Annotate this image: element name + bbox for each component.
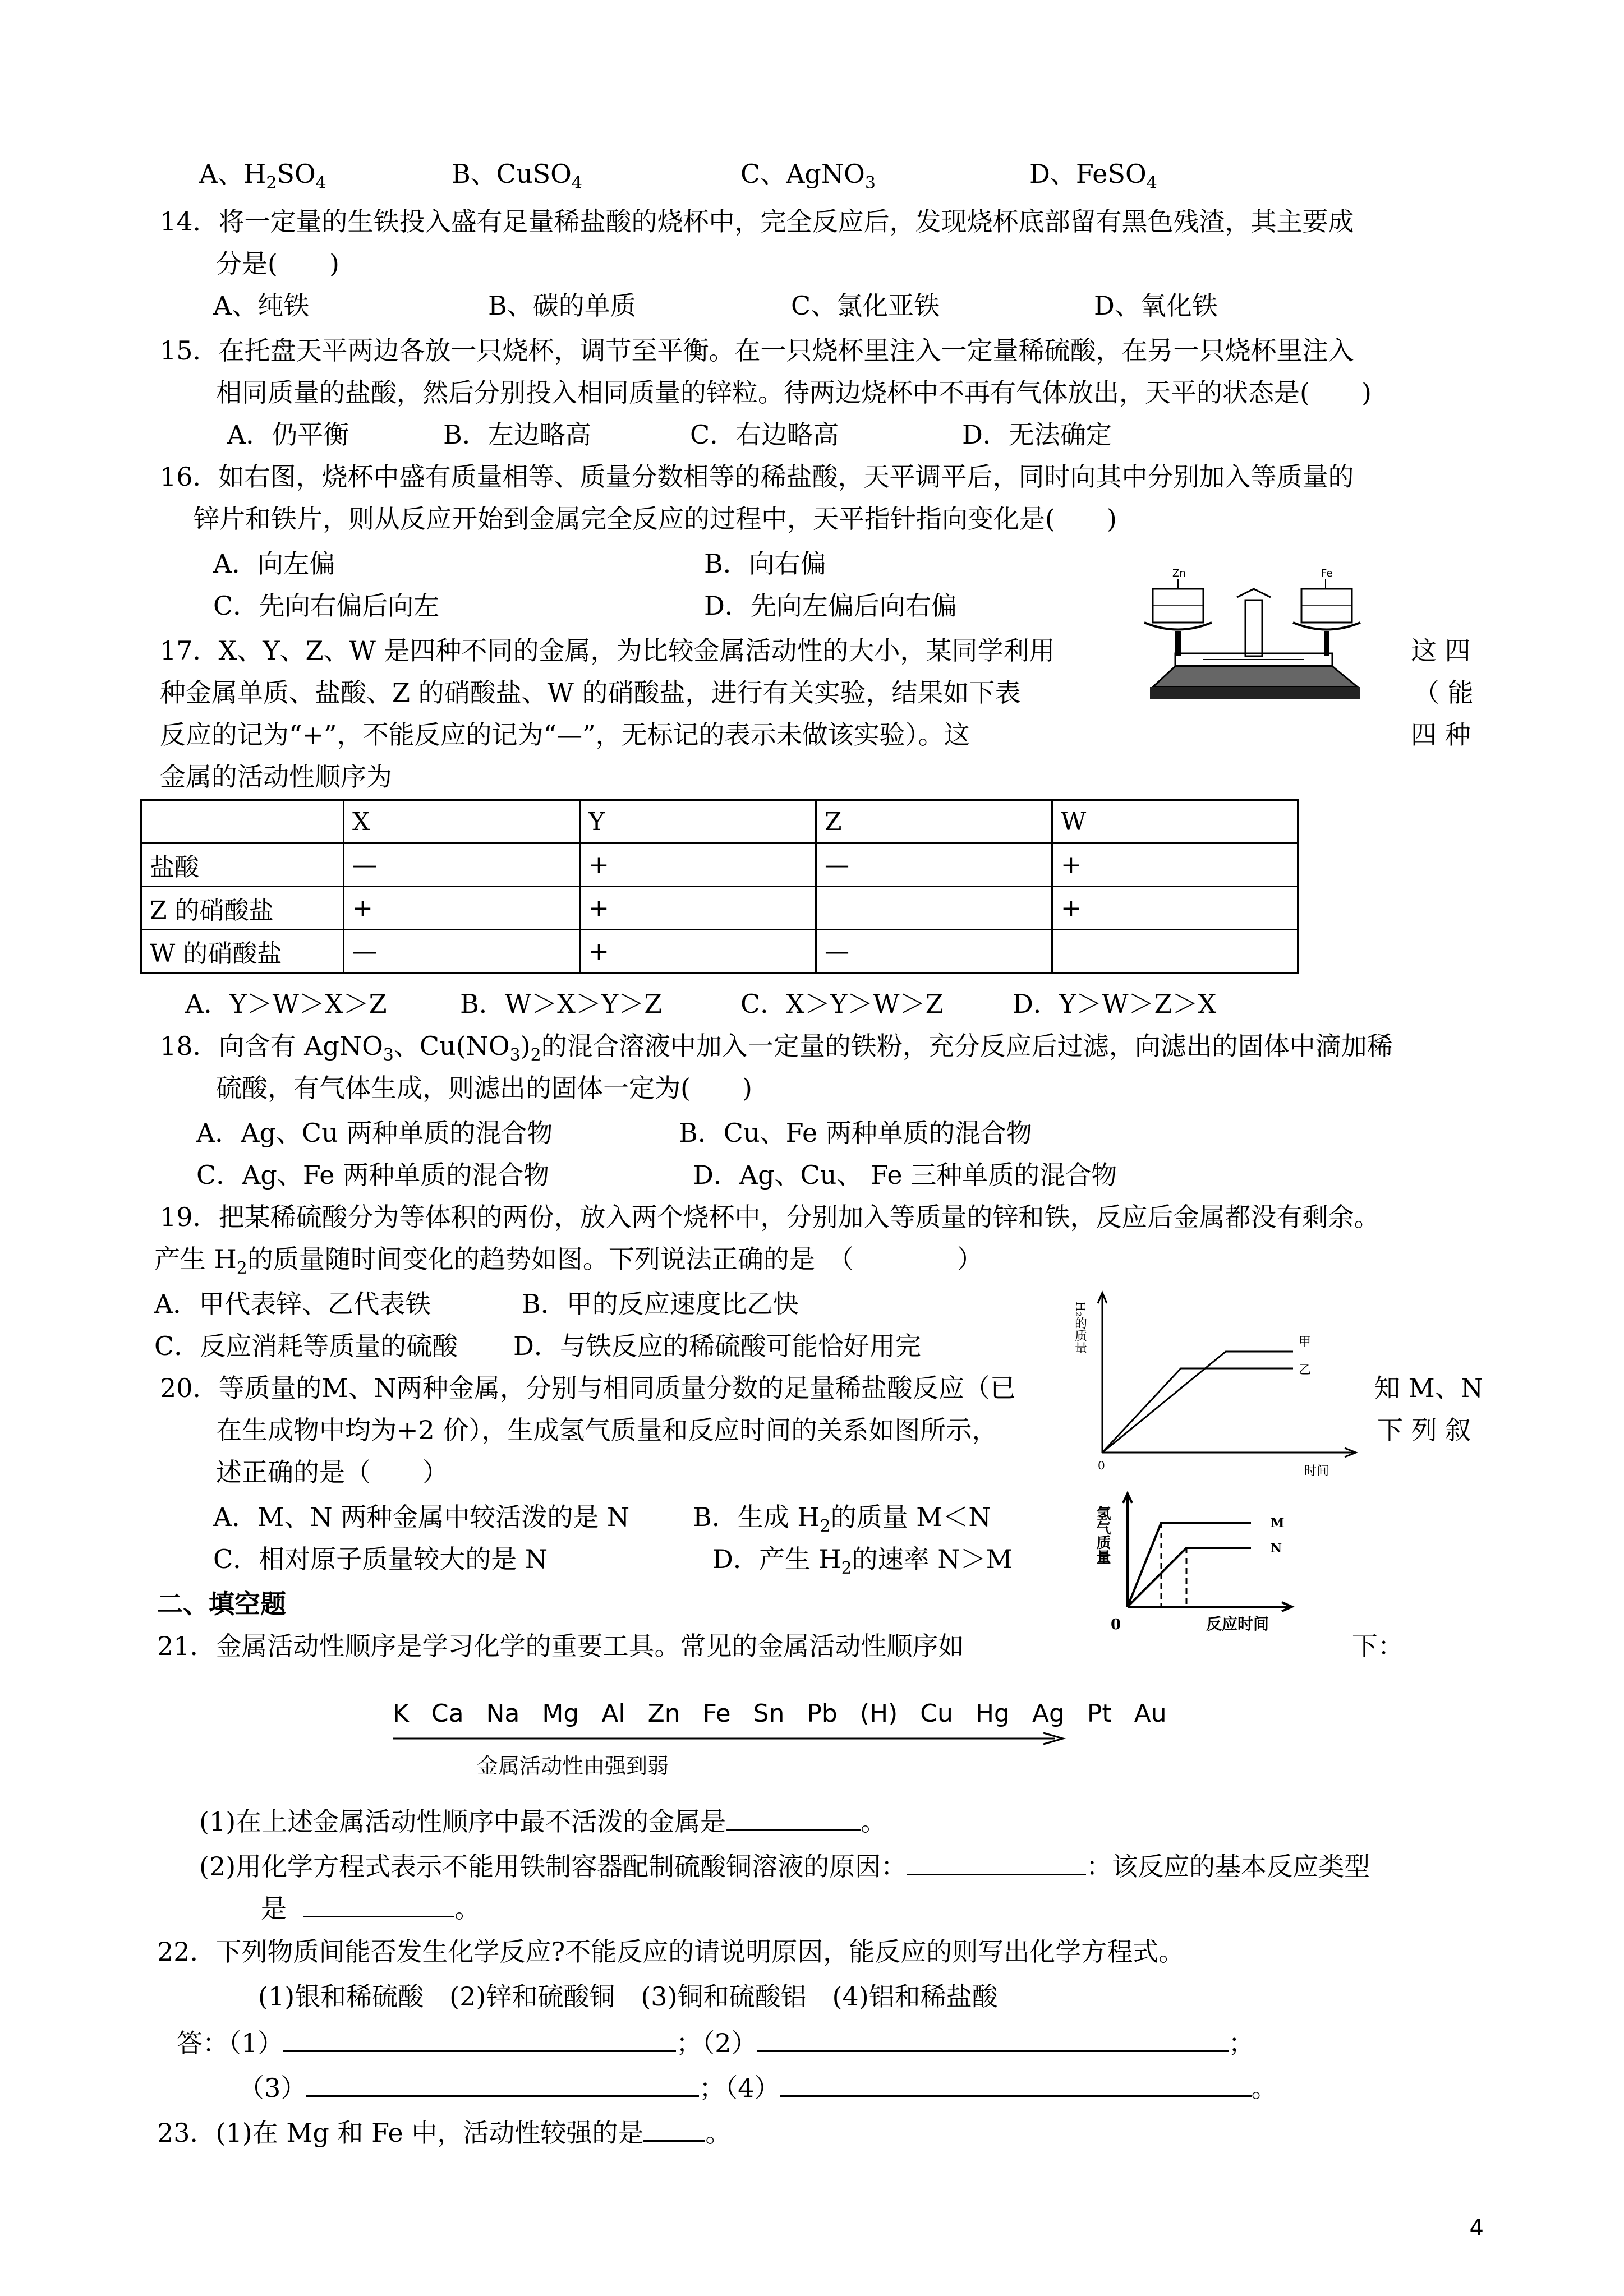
balance-fe-label: Fe — [1321, 568, 1333, 579]
table-cell: 盐酸 — [141, 843, 344, 887]
table-cell — [1052, 930, 1298, 973]
activity-series — [393, 1694, 1167, 1778]
q20-stem-1: 20．等质量的M、N两种金属，分别与相同质量分数的足量稀盐酸反应（已 — [160, 1373, 1016, 1403]
q15-option-c: C．右边略高 — [690, 419, 839, 450]
q22-blank-3[interactable] — [306, 2069, 699, 2097]
table-cell: — — [816, 843, 1052, 887]
q22-blank-4[interactable] — [780, 2069, 1252, 2097]
q21-blank-1[interactable] — [726, 1803, 861, 1831]
q17-line-3: 反应的记为“+”，不能反应的记为“—”，无标记的表示未做该实验）。这 — [160, 720, 970, 750]
q20-stem-2: 在生成物中均为+2 价），生成氢气质量和反应时间的关系如图所示， — [216, 1415, 998, 1445]
q16-option-c: C．先向右偏后向左 — [213, 591, 440, 621]
q16-stem-1: 16．如右图，烧杯中盛有质量相等、质量分数相等的稀盐酸，天平调平后，同时向其中分别加入等质量的 — [160, 462, 1354, 492]
q19-stem-1: 19．把某稀硫酸分为等体积的两份，放入两个烧杯中，分别加入等质量的锌和铁，反应后金属都没有剩余。 — [160, 1202, 1380, 1232]
table-cell: + — [580, 930, 816, 973]
q22-answer-row-2: （3） ；（4） 。 — [238, 2069, 1277, 2105]
q18-stem-2: 硫酸，有气体生成，则滤出的固体一定为( ) — [216, 1073, 752, 1103]
q22-answer-row-1: 答：（1） ；（2） ； — [177, 2025, 1254, 2060]
q20-stem-3: 述正确的是（ ） — [216, 1457, 448, 1487]
q15-option-b: B．左边略高 — [443, 419, 591, 450]
q21-stem-right: 下： — [1352, 1631, 1404, 1661]
q19-graph — [1069, 1284, 1372, 1486]
table-cell: — — [344, 843, 580, 887]
q16-option-a: A．向左偏 — [213, 548, 335, 579]
q19-stem-2: 产生 $H_2$的质量随时间变化的趋势如图。下列说法正确的是 （ ） — [154, 1244, 983, 1278]
q22-blank-1[interactable] — [283, 2025, 676, 2052]
table-cell: Z 的硝酸盐 — [141, 887, 344, 930]
table-row — [141, 843, 1298, 887]
q14-stem-1: 14．将一定量的生铁投入盛有足量稀盐酸的烧杯中，完全反应后，发现烧杯底部留有黑色残渣，其主要成 — [160, 206, 1354, 237]
q20-stem-2-right: 下 列 叙 — [1377, 1415, 1471, 1445]
q20-stem-1-right: 知 M、N — [1374, 1373, 1483, 1403]
table-cell: W 的硝酸盐 — [141, 930, 344, 973]
q15-stem-1: 15．在托盘天平两边各放一只烧杯，调节至平衡。在一只烧杯里注入一定量稀硫酸，在另一只烧杯里注入 — [160, 335, 1354, 366]
q21-part-3: 是 。 — [261, 1890, 480, 1925]
table-row — [141, 887, 1298, 930]
table-cell: + — [344, 887, 580, 930]
section-title: 二、填空题 — [157, 1589, 286, 1619]
q21-stem: 21．金属活动性顺序是学习化学的重要工具。常见的金属活动性顺序如 — [157, 1631, 964, 1661]
q21-blank-3[interactable] — [303, 1890, 454, 1917]
table-header-cell — [141, 800, 344, 843]
q19-graph-jia-label: 甲 — [1299, 1335, 1312, 1349]
balance-figure — [1142, 566, 1383, 735]
q13-option-c: C、AgNO$_3$ — [740, 159, 876, 193]
q19-graph-yi-label: 乙 — [1299, 1363, 1312, 1377]
q15-option-d: D．无法确定 — [962, 419, 1112, 450]
q18-option-a: A．Ag、Cu 两种单质的混合物 — [196, 1118, 553, 1148]
q20-option-a: A．M、N 两种金属中较活泼的是 N — [213, 1502, 630, 1532]
table-header-cell: X — [344, 800, 580, 843]
q16-option-d: D．先向左偏后向右偏 — [704, 591, 957, 621]
q18-stem-1: 18．向含有 AgNO$_3$、$Cu(NO_3)_2$的混合溶液中加入一定量的铁粉，充分反应后过滤，向滤出的固体中滴加稀 — [160, 1031, 1393, 1065]
q22-stem: 22．下列物质间能否发生化学反应?不能反应的请说明原因，能反应的则写出化学方程式。 — [157, 1937, 1185, 1967]
q17-results-table — [140, 799, 1299, 974]
q17-option-b: B．W＞X＞Y＞Z — [460, 989, 663, 1019]
table-header-row — [141, 800, 1298, 843]
q14-option-c: C、氯化亚铁 — [791, 291, 940, 321]
q20-graph — [1094, 1489, 1335, 1635]
q19-option-d: D．与铁反应的稀硫酸可能恰好用完 — [513, 1331, 921, 1361]
q17-option-a: A．Y＞W＞X＞Z — [185, 989, 387, 1019]
table-cell: + — [1052, 887, 1298, 930]
q13-option-a: A、$H_2SO_4$ — [199, 159, 326, 193]
q19-option-a: A．甲代表锌、乙代表铁 — [154, 1289, 431, 1319]
q17-line-2-right: （ 能 — [1414, 677, 1474, 708]
q15-stem-2: 相同质量的盐酸，然后分别投入相同质量的锌粒。待两边烧杯中不再有气体放出，天平的状态是( ) — [216, 377, 1372, 408]
q20-option-c: C．相对原子质量较大的是 N — [213, 1544, 548, 1574]
q17-line-1: 17．X、Y、Z、W 是四种不同的金属，为比较金属活动性的大小，某同学利用 — [160, 635, 1055, 666]
page-number: 4 — [1469, 2215, 1484, 2241]
table-cell — [816, 887, 1052, 930]
q20-graph-y-label: 氢气质量 — [1094, 1506, 1111, 1564]
q19-graph-x-label: 时间 — [1304, 1464, 1329, 1478]
q18-option-b: B．Cu、Fe 两种单质的混合物 — [679, 1118, 1032, 1148]
table-cell: + — [1052, 843, 1298, 887]
q21-part-1: (1)在上述金属活动性顺序中最不活泼的金属是 。 — [199, 1803, 886, 1838]
q23-blank[interactable] — [643, 2114, 705, 2142]
table-row — [141, 930, 1298, 973]
q17-line-3-right: 四 种 — [1411, 720, 1471, 750]
q17-line-2: 种金属单质、盐酸、Z 的硝酸盐、W 的硝酸盐，进行有关实验，结果如下表 — [160, 677, 1021, 708]
q22-blank-2[interactable] — [757, 2025, 1229, 2052]
q19-graph-y-label: H₂的质量 — [1073, 1301, 1087, 1354]
q17-line-4: 金属的活动性顺序为 — [160, 762, 392, 792]
q19-graph-origin: 0 — [1098, 1459, 1105, 1472]
q21-blank-2[interactable] — [907, 1848, 1086, 1875]
q19-option-c: C．反应消耗等质量的硫酸 — [154, 1331, 458, 1361]
q20-graph-m-label: M — [1271, 1516, 1285, 1530]
table-cell: — — [816, 930, 1052, 973]
q18-option-d: D．Ag、Cu、 Fe 三种单质的混合物 — [693, 1160, 1117, 1190]
balance-zn-label: Zn — [1172, 568, 1186, 579]
q19-option-b: B．甲的反应速度比乙快 — [522, 1289, 799, 1319]
q16-option-b: B．向右偏 — [704, 548, 826, 579]
q17-option-c: C．X＞Y＞W＞Z — [740, 989, 944, 1019]
q15-option-a: A．仍平衡 — [227, 419, 349, 450]
q21-part-2: (2)用化学方程式表示不能用铁制容器配制硫酸铜溶液的原因： ：该反应的基本反应类型 — [199, 1848, 1370, 1883]
q18-option-c: C．Ag、Fe 两种单质的混合物 — [196, 1160, 550, 1190]
q14-option-d: D、氧化铁 — [1094, 291, 1218, 321]
q14-option-a: A、纯铁 — [213, 291, 310, 321]
table-header-cell: Y — [580, 800, 816, 843]
q20-option-d: D．产生 $H_2$的速率 N＞M — [712, 1544, 1013, 1578]
q13-option-b: B、CuSO$_4$ — [452, 159, 582, 193]
q14-stem-2: 分是( ) — [216, 248, 339, 279]
q13-option-d: D、FeSO$_4$ — [1029, 159, 1157, 193]
table-cell: + — [580, 843, 816, 887]
table-cell: + — [580, 887, 816, 930]
q14-option-b: B、碳的单质 — [488, 291, 636, 321]
q20-graph-origin: 0 — [1111, 1616, 1121, 1633]
q17-line-1-right: 这 四 — [1411, 635, 1471, 666]
q17-option-d: D．Y＞W＞Z＞X — [1013, 989, 1217, 1019]
q16-stem-2: 锌片和铁片，则从反应开始到金属完全反应的过程中，天平指针指向变化是( ) — [194, 504, 1117, 534]
table-header-cell: Z — [816, 800, 1052, 843]
activity-series-arrow — [393, 1732, 1066, 1745]
q20-option-b: B．生成 $H_2$的质量 M＜N — [693, 1502, 991, 1536]
q20-graph-n-label: N — [1271, 1541, 1282, 1556]
activity-series-label: 金属活动性由强到弱 — [477, 1754, 669, 1778]
q20-graph-x-label: 反应时间 — [1206, 1615, 1269, 1633]
table-cell: — — [344, 930, 580, 973]
activity-series-metals: K Ca Na Mg Al Zn Fe Sn Pb (H) Cu Hg Ag Pt Au — [393, 1699, 1167, 1728]
table-header-cell: W — [1052, 800, 1298, 843]
q22-items: (1)银和稀硫酸 (2)锌和硫酸铜 (3)铜和硫酸铝 (4)铝和稀盐酸 — [258, 1981, 998, 2012]
q23-stem: 23．(1)在 Mg 和 Fe 中，活动性较强的是 。 — [157, 2114, 731, 2150]
